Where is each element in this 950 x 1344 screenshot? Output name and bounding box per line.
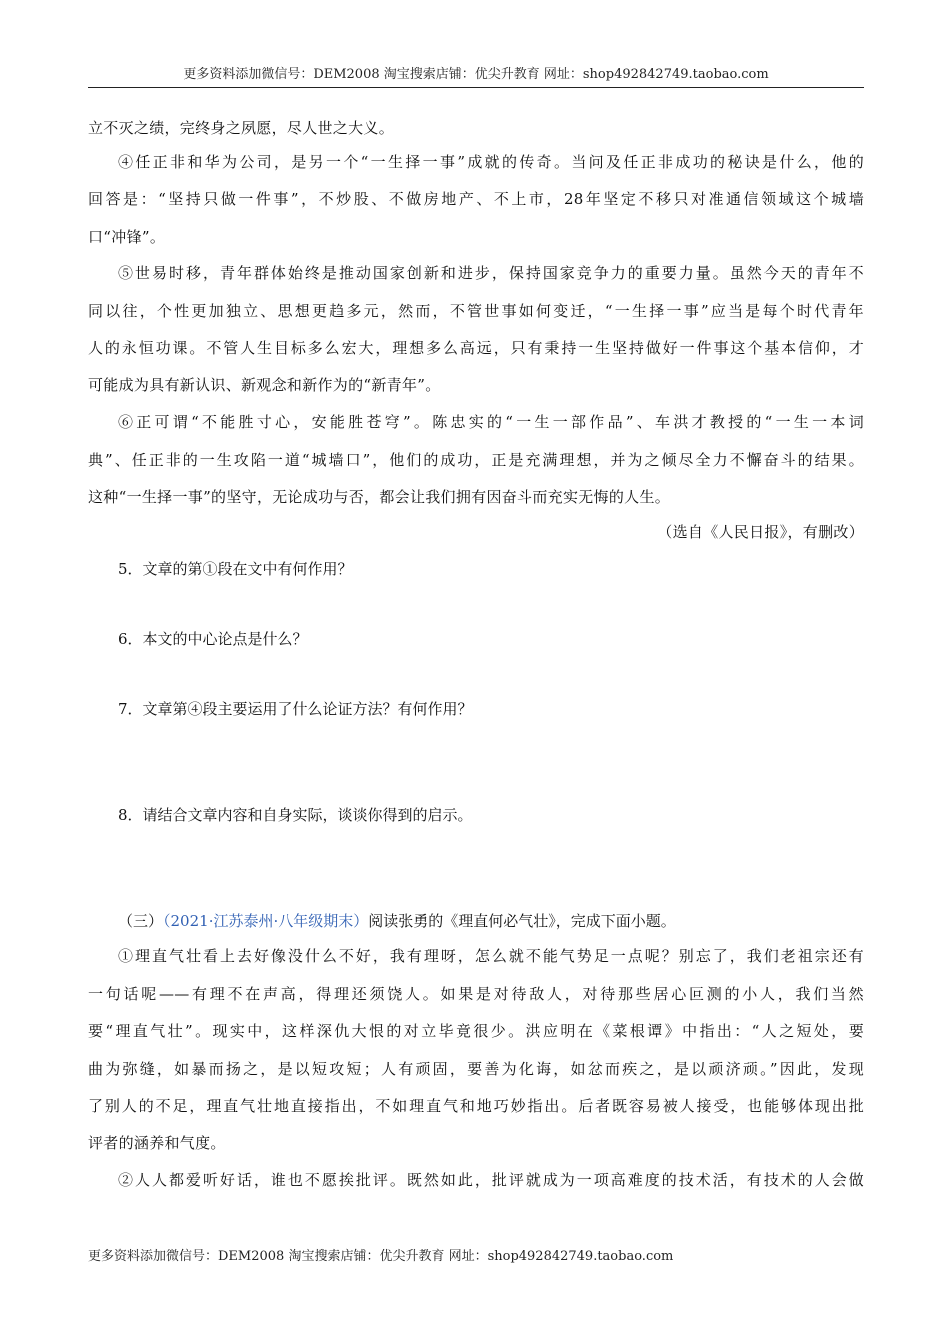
header-divider [88, 87, 864, 88]
page-footer: 更多资料添加微信号：DEM2008 淘宝搜索店铺：优尖升教育 网址：shop492842749.taobao.com [88, 1249, 674, 1264]
question-6: 6．本文的中心论点是什么？ [118, 630, 308, 648]
article-line: 回答是：“坚持只做一件事”，不炒股、不做房地产、不上市，28年坚定不移只对准通信领域这个城墙 [88, 190, 864, 208]
article-line: ②人人都爱听好话，谁也不愿挨批评。既然如此，批评就成为一项高难度的技术活，有技术的人会做 [118, 1171, 864, 1189]
article-line: 典”、任正非的一生攻陷一道“城墙口”，他们的成功，正是充满理想，并为之倾尽全力不懈奋斗的结果。 [88, 451, 864, 469]
page-header: 更多资料添加微信号：DEM2008 淘宝搜索店铺：优尖升教育 网址：shop492842749.taobao.com [183, 67, 769, 82]
article-line: 一句话呢——有理不在声高，得理还须饶人。如果是对待敌人，对待那些居心叵测的小人，我们当然 [88, 985, 864, 1003]
section-heading [118, 911, 676, 931]
section-instruction: 阅读张勇的《理直何必气壮》，完成下面小题。 [368, 912, 676, 930]
question-7: 7．文章第④段主要运用了什么论证方法？有何作用？ [118, 700, 473, 718]
article-line: 要“理直气壮”。现实中，这样深仇大恨的对立毕竟很少。洪应明在《菜根谭》中指出：“人之短处，要 [88, 1022, 864, 1040]
exam-source-tag: （2021·江苏泰州·八年级期末） [163, 912, 369, 930]
article-line: ④任正非和华为公司，是另一个“一生择一事”成就的传奇。当问及任正非成功的秘诀是什么，他的 [118, 153, 864, 171]
question-8: 8．请结合文章内容和自身实际，谈谈你得到的启示。 [118, 806, 473, 824]
article-line: 曲为弥缝，如暴而扬之，是以短攻短；人有顽固，要善为化诲，如忿而疾之，是以顽济顽。”因此，发现 [88, 1060, 864, 1078]
article-line: ⑤世易时移，青年群体始终是推动国家创新和进步，保持国家竞争力的重要力量。虽然今天的青年不 [118, 264, 864, 282]
article-line: ⑥正可谓“不能胜寸心，安能胜苍穹”。陈忠实的“一生一部作品”、车洪才教授的“一生一本词 [118, 413, 864, 431]
article-line: ①理直气壮看上去好像没什么不好，我有理呀，怎么就不能气势足一点呢？别忘了，我们老祖宗还有 [118, 947, 864, 965]
article-line: 口“冲锋”。 [88, 228, 166, 246]
article-line: 了别人的不足，理直气壮地直接指出，不如理直气和地巧妙指出。后者既容易被人接受，也能够体现出批 [88, 1097, 864, 1115]
article-line: 立不灭之绩，完终身之夙愿，尽人世之大义。 [88, 119, 395, 137]
article-line: 可能成为具有新认识、新观念和新作为的“新青年”。 [88, 376, 441, 394]
section-prefix: （三） [118, 912, 164, 930]
article-line: 这种“一生择一事”的坚守，无论成功与否，都会让我们拥有因奋斗而充实无悔的人生。 [88, 488, 671, 506]
article-line: 同以往，个性更加独立、思想更趋多元，然而，不管世事如何变迁，“一生择一事”应当是每个时代青年 [88, 302, 864, 320]
article-line: 人的永恒功课。不管人生目标多么宏大，理想多么高远，只有秉持一生坚持做好一件事这个基本信仰，才 [88, 339, 864, 357]
question-5: 5．文章的第①段在文中有何作用？ [118, 560, 353, 578]
article-line: 评者的涵养和气度。 [88, 1134, 226, 1152]
article-source: （选自《人民日报》，有删改） [657, 523, 864, 541]
